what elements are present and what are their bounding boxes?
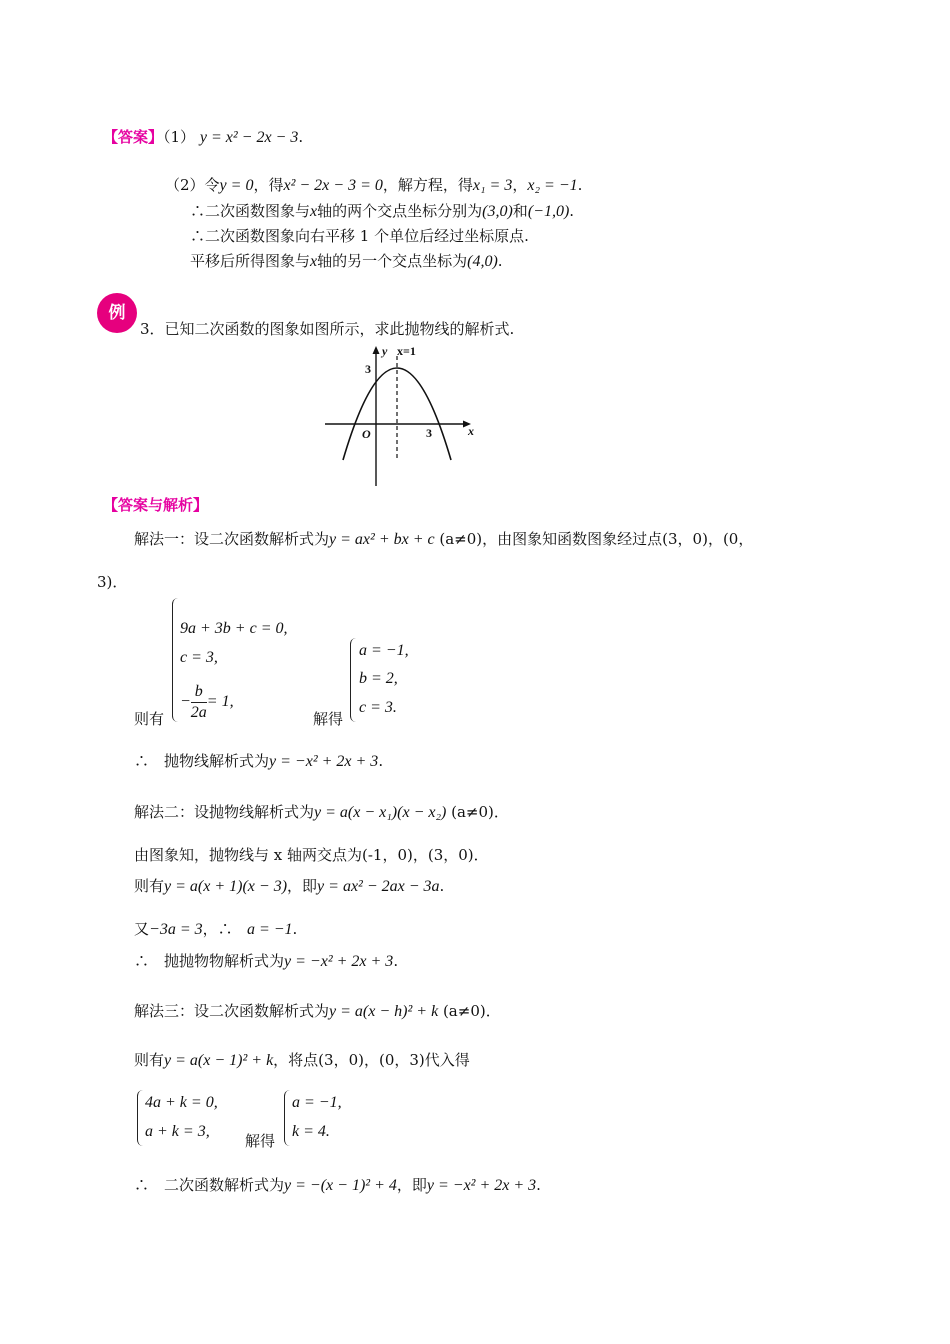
answer-line-1: 【答案】（1） y = x² − 2x − 3. (103, 128, 304, 146)
fraction-numerator: b (191, 682, 207, 703)
intercept-form: y = a(x − x₁)(x − x₂) (314, 804, 447, 821)
origin-label: O (362, 427, 371, 441)
solution-c: c = 3. (359, 699, 397, 716)
point-b: (−1,0) (527, 203, 570, 220)
then-label: 则有 (134, 710, 165, 728)
solve-label: 解得 (313, 710, 344, 728)
x-intercept-label: 3 (426, 426, 432, 440)
fraction-denominator: 2a (190, 704, 207, 721)
example-3-question: 3．已知二次函数的图象如图所示，求此抛物线的解析式. (140, 320, 515, 338)
method-3-conclusion: ∴ 二次函数解析式为y = −(x − 1)² + 4，即y = −x² + 2x + 3. (134, 1176, 541, 1194)
vertex-form: y = a(x − h)² + k (329, 1003, 439, 1020)
method-1-intro: 解法一：设二次函数解析式为y = ax² + bx + c (a≠0)，由图象知函数图象经过点(3，0)，(0， (134, 530, 754, 548)
root-x1: x₁ = 3 (472, 177, 513, 194)
method-3-solve-label: 解得 (245, 1132, 276, 1150)
solution-a-2: a = −1, (292, 1094, 342, 1111)
method-2-conclusion: ∴ 抛抛物物解析式为y = −x² + 2x + 3. (134, 952, 399, 970)
method-2-line-3: 则有y = a(x + 1)(x − 3)，即y = ax² − 2ax − 3a. (134, 877, 445, 895)
y-zero: y = 0 (219, 177, 254, 194)
method-3-intro: 解法三：设二次函数解析式为y = a(x − h)² + k (a≠0)． (134, 1002, 501, 1020)
system-3-eq-2: a + k = 3, (145, 1123, 210, 1140)
solution-b: b = 2, (359, 670, 398, 687)
point-a: (3,0) (482, 203, 513, 220)
quadratic-equation: x² − 2x − 3 = 0 (283, 177, 383, 194)
system-1-eq-3: − $\frac{b}{2a}$ = 1, (180, 683, 234, 721)
part-1-equation: y = x² − 2x − 3 (199, 129, 299, 146)
axis-of-symmetry-label: x=1 (397, 344, 416, 358)
answer-line-5: 平移后所得图象与x轴的另一个交点坐标为(4,0). (190, 252, 503, 270)
system-1-eq-2: c = 3, (180, 649, 218, 666)
answer-label: 【答案】 (103, 128, 164, 146)
solution-k: k = 4. (292, 1123, 330, 1140)
x-axis-label: x (468, 424, 474, 438)
answer-line-4: ∴二次函数图象向右平移 1 个单位后经过坐标原点. (190, 227, 529, 245)
y-intercept-label: 3 (365, 362, 371, 376)
part-1-number: （1） (163, 128, 196, 146)
method-1-intro-cont: 3)． (97, 573, 128, 591)
solution-label: 【答案与解析】 (103, 496, 209, 514)
example-badge-icon: 例 (97, 293, 137, 333)
y-axis-arrow-icon (373, 346, 380, 354)
root-x2: x₂ = −1 (527, 177, 578, 194)
system-1-eq-1: 9a + 3b + c = 0, (180, 620, 288, 637)
solution-a: a = −1, (359, 642, 409, 659)
method-2-line-4: 又−3a = 3，∴ a = −1. (134, 920, 298, 938)
method-3-line-2: 则有y = a(x − 1)² + k，将点(3，0)，(0，3)代入得 (134, 1051, 470, 1069)
parabola-graph (318, 340, 480, 488)
system-3-eq-1: 4a + k = 0, (145, 1094, 218, 1111)
method-2-line-2: 由图象知，抛物线与 x 轴两交点为(-1，0)，(3，0)． (134, 846, 489, 864)
answer-line-3: ∴二次函数图象与x轴的两个交点坐标分别为(3,0)和(−1,0). (190, 202, 575, 220)
method-2-intro: 解法二：设抛物线解析式为y = a(x − x₁)(x − x₂) (a≠0)． (134, 803, 509, 821)
answer-line-2: （2）令y = 0，得x² − 2x − 3 = 0，解方程，得x₁ = 3，x₂ = −1. (165, 176, 583, 194)
method-1-conclusion: ∴ 抛物线解析式为y = −x² + 2x + 3. (134, 752, 384, 770)
general-form: y = ax² + bx + c (329, 531, 435, 548)
y-axis-label: y (382, 344, 388, 358)
point-c: (4,0) (467, 253, 498, 270)
